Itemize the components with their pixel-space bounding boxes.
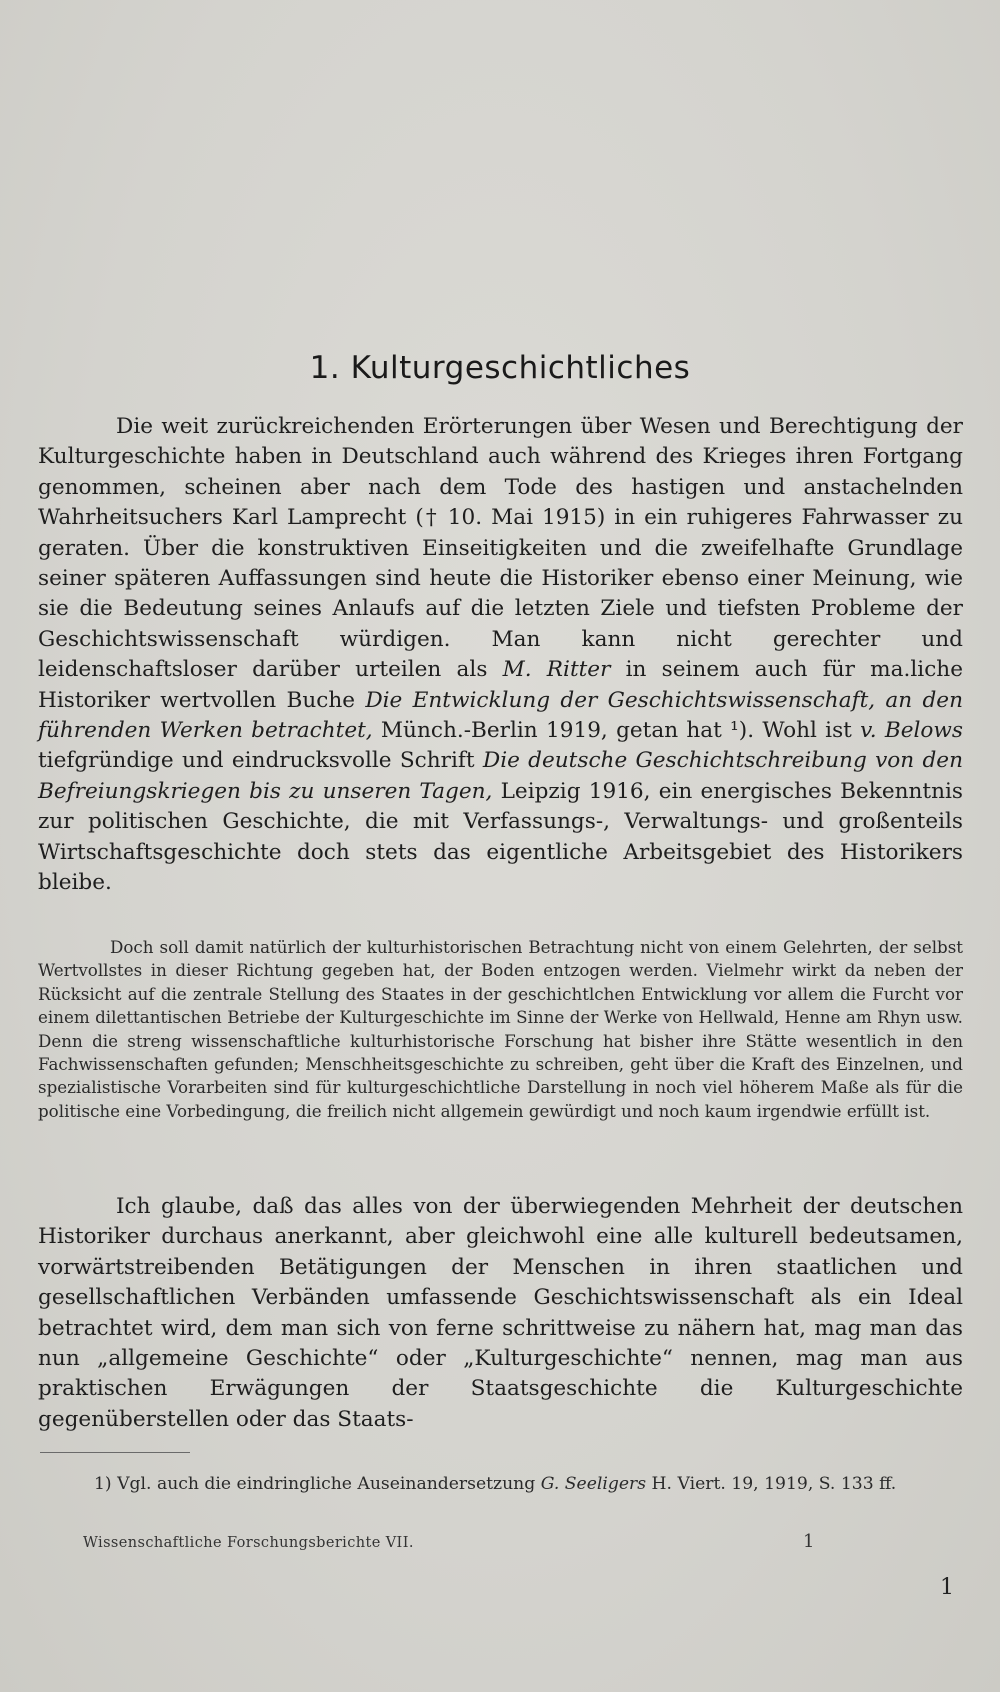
- section-heading: 1. Kulturgeschichtliches: [309, 350, 691, 386]
- paragraph-text: [38, 412, 963, 899]
- text-run: in seinem auch für ma.liche Historiker wertvollen Buche: [38, 657, 963, 713]
- footnote: [38, 1472, 963, 1496]
- text-run: Die weit zurückreichenden Erörterungen über Wesen und Berechtigung der Kulturgeschichte haben in Deutschland auch während des Krieges ihren Fortgang genommen, scheinen aber nach dem Tode des hastigen und anstachelnden Wahrheitsuchers Karl Lamprecht († 10. Mai 1915) in ein ruhigeres Fahrwasser zu geraten. Über die konstruktiven Einseitigkeiten und die zweifelhafte Grundlage seiner späteren Auffassungen sind heute die Historiker ebenso einer Meinung, wie sie die Bedeutung seines Anlaufs auf die letzten Ziele und tiefsten Probleme der Geschichtswissenschaft würdigen. Man kann nicht gerechter und leidenschaftsloser darüber urteilen als: [38, 414, 963, 683]
- author-name-ritter: M. Ritter: [502, 657, 611, 683]
- text-run: tiefgründige und eindrucksvolle Schrift: [38, 748, 483, 774]
- page-number: 1: [940, 1575, 954, 1600]
- paragraph-text: Doch soll damit natürlich der kulturhistorischen Betrachtung nicht von einem Gelehrten, der selbst Wertvollstes in dieser Richtung gegeben hat, der Boden entzogen werden. Vielmehr wirkt da neben der Rücksicht auf die zentrale Stellung des Staates in der geschichtlchen Entwicklung vor allem die Furcht vor einem dilettantischen Betriebe der Kulturgeschichte im Sinne der Werke von Hellwald, Henne am Rhyn usw. Denn die streng wissenschaftliche kulturhistorische Forschung hat bisher ihre Stätte wesentlich in den Fachwissenschaften gefunden; Menschheitsgeschichte zu schreiben, geht über die Kraft des Einzelnen, und spezialistische Vorarbeiten sind für kulturgeschichtliche Darstellung in noch viel höherem Maße als für die politische eine Vorbedingung, die freilich nicht allgemein gewürdigt und noch kaum irgendwie erfüllt ist.: [38, 937, 963, 1121]
- paragraph-text: Ich glaube, daß das alles von der überwiegenden Mehrheit der deutschen Historiker durchaus anerkannt, aber gleichwohl eine alle kulturell bedeutsamen, vorwärtstreibenden Betätigungen der Menschen in ihren staatlichen und gesellschaftlichen Verbänden umfassende Geschichtswissenschaft als ein Ideal betrachtet wird, dem man sich von ferne schrittweise zu nähern hat, mag man das nun „allgemeine Geschichte“ oder „Kulturgeschichte“ nennen, mag man aus praktischen Erwägungen der Staatsgeschichte die Kulturgeschichte gegenüberstellen oder das Staats-: [38, 1194, 963, 1432]
- text-run: 1) Vgl. auch die eindringliche Auseinandersetzung: [94, 1474, 541, 1494]
- footnote-divider: [40, 1452, 190, 1453]
- text-run: Leipzig 1916, ein energisches Bekenntnis zur politischen Geschichte, die mit Verfassungs-, Verwaltungs- und großenteils Wirtschaftsgeschichte doch stets das eigentliche Arbeitsgebiet des Historikers bleibe.: [38, 778, 963, 896]
- signature-mark: 1: [803, 1531, 815, 1552]
- printer-signature: Wissenschaftliche Forschungsberichte VII.: [83, 1535, 414, 1551]
- paragraph-main-2: [38, 1192, 963, 1435]
- author-name-below: v. Belows: [860, 718, 964, 744]
- paragraph-small: [38, 936, 963, 1123]
- book-title-below: Die deutsche Geschichtschreibung von den Befreiungskriegen bis zu unseren Tagen,: [38, 748, 963, 804]
- paragraph-main-1: [38, 412, 963, 899]
- text-run: Münch.-Berlin 1919, getan hat ¹). Wohl ist: [372, 718, 861, 744]
- author-name-seeliger: G. Seeligers: [540, 1474, 647, 1494]
- text-run: H. Viert. 19, 1919, S. 133 ff.: [646, 1474, 897, 1494]
- book-title-ritter: Die Entwicklung der Geschichtswissenschaft, an den führenden Werken betrachtet,: [38, 687, 963, 744]
